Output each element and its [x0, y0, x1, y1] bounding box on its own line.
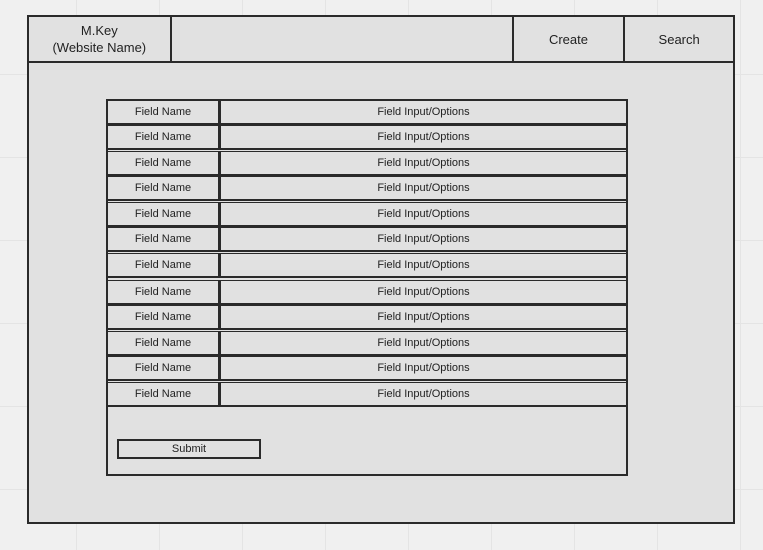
form-row: [108, 151, 626, 176]
create-button[interactable]: Create: [514, 17, 626, 61]
field-label: Field Name: [108, 152, 221, 174]
search-button[interactable]: Search: [658, 31, 700, 47]
form-row: [108, 227, 626, 252]
field-input[interactable]: Field Input/Options: [377, 233, 470, 245]
site-logo[interactable]: [29, 17, 172, 61]
form-row: [108, 382, 626, 407]
field-label: Field Name: [108, 254, 221, 276]
submit-button[interactable]: Submit: [117, 439, 261, 459]
field-label: Field Name: [108, 177, 221, 199]
field-input[interactable]: Field Input/Options: [377, 131, 470, 143]
field-label: Field Name: [108, 101, 221, 123]
form-row: [108, 202, 626, 227]
field-label: Field Name: [108, 357, 221, 379]
header-spacer: [172, 17, 514, 61]
field-input[interactable]: Field Input/Options: [377, 337, 470, 349]
brand-name: M.Key: [80, 23, 118, 38]
field-input[interactable]: Field Input/Options: [377, 259, 470, 271]
field-label: Field Name: [108, 228, 221, 250]
field-label: Field Name: [108, 383, 221, 405]
field-input[interactable]: Field Input/Options: [377, 182, 470, 194]
form-row: [108, 176, 626, 201]
field-label: Field Name: [108, 203, 221, 225]
field-input[interactable]: Field Input/Options: [377, 208, 470, 220]
brand-subtitle: (Website Name): [52, 40, 147, 55]
field-input[interactable]: Field Input/Options: [377, 362, 470, 374]
field-input[interactable]: Field Input/Options: [377, 106, 470, 118]
field-label: Field Name: [108, 281, 221, 303]
field-input[interactable]: Field Input/Options: [377, 311, 470, 323]
form-row: [108, 305, 626, 330]
field-input[interactable]: Field Input/Options: [377, 157, 470, 169]
page-frame: [27, 15, 735, 524]
field-input[interactable]: Field Input/Options: [377, 286, 470, 298]
header-bar: [29, 17, 733, 63]
form-row: [108, 125, 626, 150]
field-input[interactable]: Field Input/Options: [377, 388, 470, 400]
form-row: [108, 356, 626, 381]
form-row: [108, 280, 626, 305]
form-row: [108, 331, 626, 356]
form-row: [108, 253, 626, 278]
field-label: Field Name: [108, 306, 221, 328]
field-label: Field Name: [108, 126, 221, 148]
field-label: Field Name: [108, 332, 221, 354]
form-row: [108, 100, 626, 125]
form-container: [106, 99, 628, 476]
